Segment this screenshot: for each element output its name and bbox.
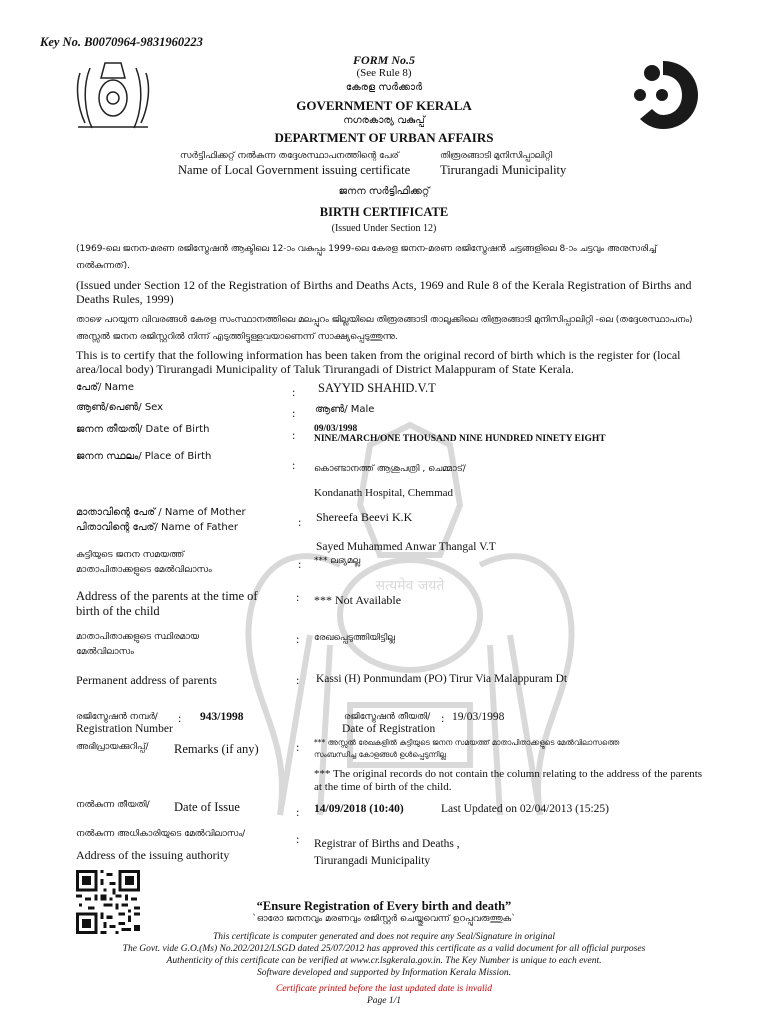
department-title: DEPARTMENT OF URBAN AFFAIRS (274, 130, 494, 145)
addr-birth-label-ml-2: മാതാപിതാക്കളുടെ മേൽവിലാസം (76, 565, 212, 575)
department-ml: നഗരകാര്യ വകുപ്പ് (343, 115, 425, 126)
name-label: പേര്/ Name (76, 382, 135, 393)
remarks-ml-1: *** അസ്സൽ രേഖകളിൽ കുട്ടിയുടെ ജനന സമയത്ത് മാതാപിതാക്കളുടെ മേൽവിലാസത്തെ (314, 738, 620, 747)
remarks-ml-2: സംബന്ധിച്ച കോളങ്ങൾ ഉൾപ്പെടുന്നില്ല (314, 750, 446, 759)
footer-line-4: Software developed and supported by Information Kerala Mission. (256, 968, 511, 978)
authority-value-1: Registrar of Births and Deaths , (314, 838, 460, 850)
dob-words: NINE/MARCH/ONE THOUSAND NINE HUNDRED NINETY EIGHT (314, 434, 606, 444)
perm-label-ml-2: മേൽവിലാസം (76, 647, 134, 657)
sex-label: ആൺ/പെൺ/ Sex (76, 402, 164, 413)
sex-value: ആൺ/ Male (315, 404, 375, 415)
mother-colon: : (298, 515, 302, 529)
issue-label-ml: നൽകുന്ന തീയതി/ (76, 800, 150, 810)
reg-no-value: 943/1998 (200, 711, 244, 723)
issue-label: Date of Issue (174, 800, 240, 814)
reg-no-label-ml: രജിസ്ട്രേഷൻ നമ്പർ/ (76, 712, 158, 722)
addr-birth-label-1: Address of the parents at the time of (76, 589, 258, 603)
reg-date-colon: : (441, 711, 445, 725)
pob-label: ജനന സ്ഥലം/ Place of Birth (76, 451, 212, 462)
see-rule: (See Rule 8) (356, 67, 412, 79)
form-number: FORM No.5 (352, 53, 415, 67)
dob-value: 09/03/1998 (314, 424, 358, 434)
pob-value: Kondanath Hospital, Chemmad (314, 487, 454, 499)
perm-label-ml-1: മാതാപിതാക്കളുടെ സ്ഥിരമായ (76, 632, 200, 642)
issue-value: 14/09/2018 (10:40) (314, 803, 404, 815)
father-label: പിതാവിന്റെ പേര്/ Name of Father (76, 522, 239, 533)
footer-line-2: The Govt. vide G.O.(Ms) No.202/2012/LSGD dated 25/07/2012 has approved this certificate as a valid document for all official purposes (122, 944, 646, 954)
mother-value: Shereefa Beevi K.K (316, 510, 413, 524)
perm-value: Kassi (H) Ponmundam (PO) Tirur Via Malappuram Dt (316, 673, 568, 685)
certificate-title: BIRTH CERTIFICATE (319, 205, 449, 219)
issue-colon: : (296, 805, 300, 819)
sex-colon: : (292, 406, 296, 420)
remarks-label-ml: അഭിപ്രായക്കുറിപ്പ്/ (76, 742, 149, 752)
addr-birth-label-2: birth of the child (76, 604, 160, 618)
perm-value-ml: രേഖപ്പെടുത്തിയിട്ടില്ല (314, 633, 395, 643)
authority-value-2: Tirurangadi Municipality (314, 855, 431, 867)
key-number: Key No. B0070964-9831960223 (40, 35, 203, 49)
remarks-colon: : (296, 740, 300, 754)
slogan: “Ensure Registration of Every birth and death” (256, 899, 512, 913)
footer-warning: Certificate printed before the last updated date is invalid (275, 984, 492, 994)
authority-label: Address of the issuing authority (76, 848, 230, 862)
reg-date-label: Date of Registration (342, 723, 436, 735)
addr-birth-label-ml-1: കുട്ടിയുടെ ജനന സമയത്ത് (76, 550, 185, 560)
addr-birth-ml-colon: : (298, 557, 302, 571)
father-value: Sayed Muhammed Anwar Thangal V.T (316, 541, 496, 553)
addr-birth-value: *** Not Available (314, 593, 402, 607)
dob-label: ജനന തീയതി/ Date of Birth (76, 424, 210, 435)
cert-title-ml: ജനന സർട്ടിഫിക്കറ്റ് (338, 186, 430, 197)
svg-text:सत्यमेव जयते: सत्यमेव जयते (375, 578, 445, 594)
mother-label: മാതാവിന്റെ പേര് / Name of Mother (76, 507, 246, 518)
issuer-value: Tirurangadi Municipality (440, 163, 567, 177)
reg-no-label: Registration Number (76, 723, 173, 735)
addr-birth-value-ml: *** ലഭ്യമല്ല (314, 556, 361, 566)
reg-no-colon: : (178, 711, 182, 725)
slogan-ml: `ഓരോ ജനനവും മരണവും രജിസ്റ്റർ ചെയ്തുവെന്ന് ഉറപ്പുവരുത്തുക` (252, 914, 516, 924)
perm-ml-colon: : (296, 632, 300, 646)
authority-colon: : (296, 832, 300, 846)
kerala-govt-ml: കേരള സർക്കാർ (345, 82, 423, 93)
last-updated: Last Updated on 02/04/2013 (15:25) (441, 803, 610, 815)
intro-ml-2: താഴെ പറയുന്ന വിവരങ്ങൾ കേരള സംസ്ഥാനത്തിലെ മലപ്പുറം ജില്ലയിലെ തിരൂരങ്ങാടി താലൂക്കിലെ തിരൂരങ്ങാടി മുനിസിപ്പാലിറ്റി -ലെ (തദ്ദേശസ്ഥാപനം) അസ്സൽ ജനന രജിസ്റ്ററിൽ നിന്ന് എടുത്തിട്ടുള്ളവയാണെന്ന് സാക്ഷ്യപ്പെടുത്തുന്നു. (76, 315, 693, 342)
addr-birth-colon: : (296, 590, 300, 604)
pob-colon: : (292, 458, 296, 472)
footer-line-1: This certificate is computer generated and does not require any Seal/Signature in original (213, 932, 555, 942)
issuer-label: Name of Local Government issuing certificate (178, 163, 411, 177)
perm-colon: : (296, 673, 300, 687)
name-value: SAYYID SHAHID.V.T (318, 381, 436, 395)
name-colon: : (292, 385, 296, 399)
intro-ml-1: (1969-ലെ ജനന-മരണ രജിസ്ട്രേഷൻ ആക്ടിലെ 12-ാം വകുപ്പും 1999-ലെ കേരള ജനന-മരണ രജിസ്ട്രേഷൻ ചട്ടങ്ങളിലെ 8-ാം ചട്ടവും അനുസരിച്ച് നൽകുന്നത്). (76, 244, 657, 271)
issuer-label-ml: സർട്ടിഫിക്കറ്റ് നൽകുന്ന തദ്ദേശസ്ഥാപനത്തിന്റെ പേര് (180, 151, 399, 161)
remarks-label: Remarks (if any) (174, 742, 259, 756)
pob-value-ml: കൊണ്ടാനത്ത് ആശുപത്രി , ചെമ്മാട്/ (314, 464, 466, 474)
perm-label: Permanent address of parents (76, 673, 217, 687)
reg-date-label-ml: രജിസ്ട്രേഷൻ തീയതി/ (344, 712, 431, 722)
page-number: Page 1/1 (366, 996, 402, 1006)
remarks-en: *** The original records do not contain the column relating to the address of the parents at the time of birth of the child. (314, 768, 703, 793)
footer-line-3: Authenticity of this certificate can be verified at www.cr.lsgkerala.gov.in. The Key Number is unique to each event. (166, 956, 602, 966)
government-title: GOVERNMENT OF KERALA (296, 98, 472, 113)
issued-under: (Issued Under Section 12) (331, 223, 437, 234)
reg-date-value: 19/03/1998 (452, 711, 505, 723)
authority-label-ml: നൽകുന്ന അധികാരിയുടെ മേൽവിലാസം/ (76, 829, 246, 839)
intro-en-2: This is to certify that the following information has been taken from the original record of birth which is the register for (local area/local body) Tirurangadi Municipality of Taluk Tirurangadi of District Malappuram of State Kerala. (76, 348, 681, 376)
dob-colon: : (292, 428, 296, 442)
issuer-value-ml: തിരൂരങ്ങാടി മുനിസിപ്പാലിറ്റി (440, 151, 553, 161)
intro-en-1: (Issued under Section 12 of the Registration of Births and Deaths Acts, 1969 and Rule 8 of the Kerala Registration of Births and Deaths Rules, 1999) (76, 278, 692, 306)
